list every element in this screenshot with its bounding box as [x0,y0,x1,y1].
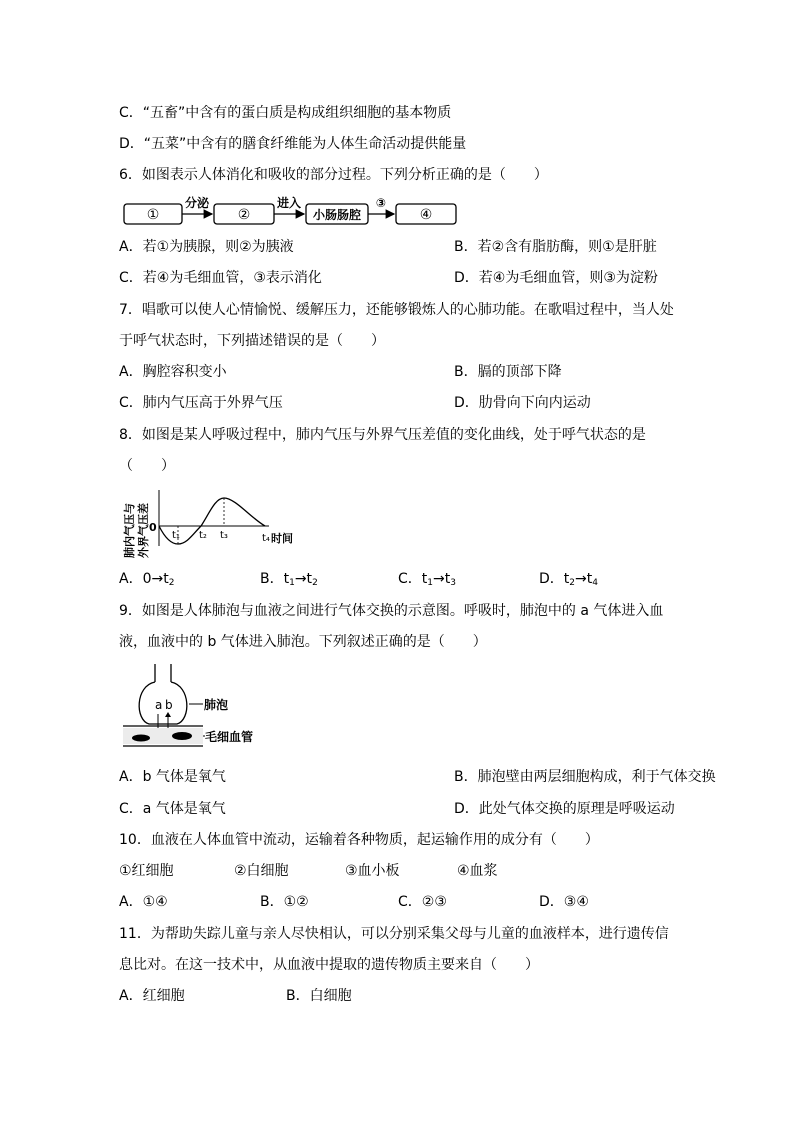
q7-option-a: A．胸腔容积变小 [119,364,227,380]
option-c-prev: C．“五畜”中含有的蛋白质是构成组织细胞的基本物质 [119,105,452,121]
q10-item-3: ③血小板 [345,863,400,879]
q7-option-b: B．膈的顶部下降 [454,364,562,380]
question-10-stem: 10．血液在人体血管中流动，运输着各种物质，起运输作用的成分有（ ） [119,832,599,848]
flow-arrow-1-label: 分泌 [184,196,210,210]
q6-option-a: A．若①为胰腺，则②为胰液 [119,239,294,255]
q6-option-c: C．若④为毛细血管，③表示消化 [119,270,322,286]
q10-item-2: ②白细胞 [234,863,289,879]
chart-ylabel-line2: 外界气压差 [137,503,150,558]
gas-a-label: a [155,698,163,712]
pressure-difference-chart [119,486,309,558]
q10-option-a: A．①④ [119,894,168,910]
flow-box-1-label: ① [146,207,160,223]
q11-option-b: B．白细胞 [286,988,352,1004]
question-8-stem-line2: （ ） [119,458,175,474]
flow-box-3-label: 小肠肠腔 [312,208,362,222]
red-blood-cell-2 [172,732,192,740]
q8-option-d: D．$t_2\to t_4$ [539,571,598,588]
capillary-label: 毛细血管 [205,730,254,744]
chart-origin-label: 0 [149,521,157,534]
gas-b-label: b [165,698,173,712]
q9-option-a: A．b 气体是氧气 [119,769,226,785]
question-6-stem: 6．如图表示人体消化和吸收的部分过程。下列分析正确的是（ ） [119,167,548,183]
chart-xlabel: 时间 [271,532,293,545]
q9-option-c: C．a 气体是氧气 [119,801,226,817]
option-d-prev: D．“五菜”中含有的膳食纤维能为人体生命活动提供能量 [119,136,467,152]
q7-option-d: D．肋骨向下向内运动 [454,395,591,411]
q7-option-c: C．肺内气压高于外界气压 [119,395,283,411]
q10-option-d: D．③④ [539,894,589,910]
question-9-stem-line2: 液，血液中的 b 气体进入肺泡。下列叙述正确的是（ ） [119,634,487,650]
alveolus-outline [139,682,187,724]
question-11-stem-line1: 11．为帮助失踪儿童与亲人尽快相认，可以分别采集父母与儿童的血液样本，进行遗传信 [119,926,669,942]
q8-option-a: A．$0\to t_2$ [119,571,175,588]
digestion-flow-diagram [119,193,464,233]
q11-option-a: A．红细胞 [119,988,185,1004]
question-9-stem-line1: 9．如图是人体肺泡与血液之间进行气体交换的示意图。呼吸时，肺泡中的 a 气体进入血 [119,603,664,619]
question-8-stem-line1: 8．如图是某人呼吸过程中，肺内气压与外界气压差值的变化曲线，处于呼气状态的是 [119,427,646,443]
q8-option-c: C．$t_1\to t_3$ [398,571,456,588]
q6-option-b: B．若②含有脂肪酶，则①是肝脏 [454,239,657,255]
q10-item-1: ①红细胞 [119,863,174,879]
chart-tick-t3: t₃ [220,530,228,541]
flow-arrow-3-label: ③ [375,196,387,210]
chart-tick-t1: t₁ [172,530,180,541]
chart-ylabel-line1: 肺内气压与 [123,503,136,558]
q10-option-b: B．①② [260,894,309,910]
flow-arrow-2-label: 进入 [276,196,302,210]
chart-tick-t4: t₄ [262,533,270,544]
question-11-stem-line2: 息比对。在这一技术中，从血液中提取的遗传物质主要来自（ ） [119,957,539,973]
question-7-stem-line2: 于呼气状态时，下列描述错误的是（ ） [119,333,385,349]
alveolus-gas-exchange-diagram [119,660,269,755]
q10-option-c: C．②③ [398,894,447,910]
q6-option-d: D．若④为毛细血管，则③为淀粉 [454,270,658,286]
q9-option-b: B．肺泡壁由两层细胞构成，利于气体交换 [454,769,716,785]
alveolus-label: 肺泡 [204,698,229,712]
q8-option-b: B．$t_1\to t_2$ [260,571,318,588]
q9-option-d: D．此处气体交换的原理是呼吸运动 [454,801,675,817]
chart-tick-t2: t₂ [199,530,207,541]
flow-box-4-label: ④ [419,207,433,223]
red-blood-cell-1 [132,735,150,742]
flow-box-2-label: ② [237,207,251,223]
question-7-stem-line1: 7．唱歌可以使人心情愉悦、缓解压力，还能够锻炼人的心肺功能。在歌唱过程中，当人处 [119,302,674,318]
q10-item-4: ④血浆 [457,863,498,879]
